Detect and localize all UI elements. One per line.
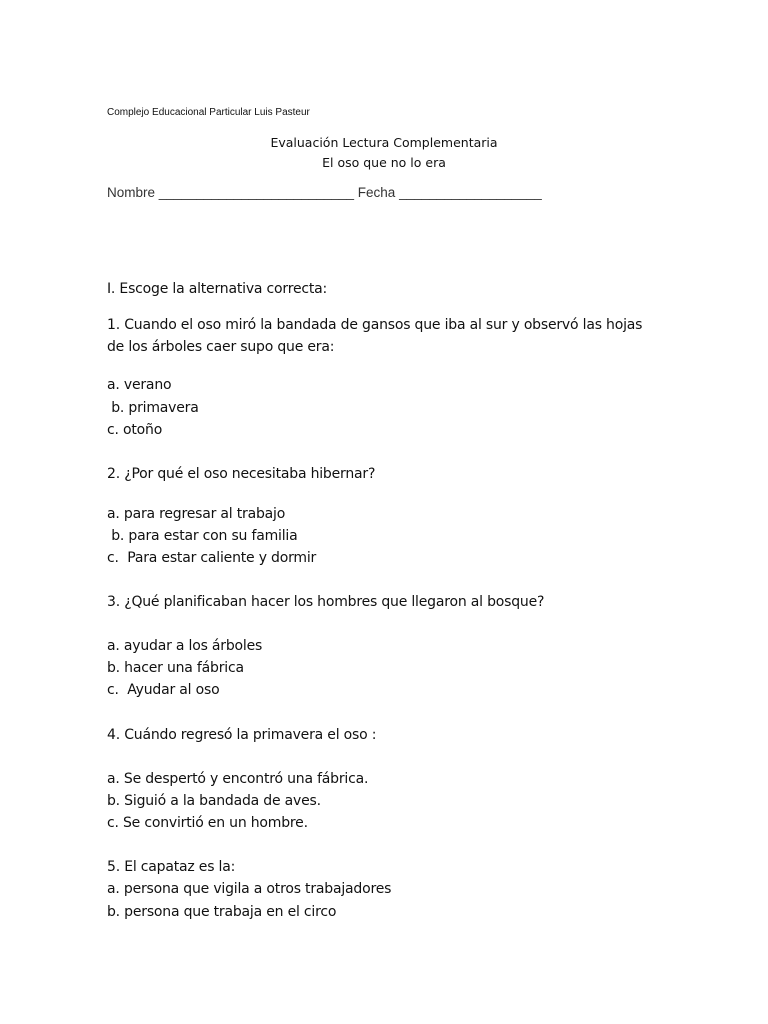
document-subtitle: El oso que no lo era [322, 155, 446, 170]
question-1-option-c: c. otoño [107, 422, 163, 438]
question-2-option-a: a. para regresar al trabajo [107, 506, 286, 522]
question-4-option-b: b. Siguió a la bandada de aves. [107, 793, 321, 809]
question-4-option-c: c. Se convirtió en un hombre. [107, 815, 308, 831]
question-3-text: 3. ¿Qué planificaban hacer los hombres que llegaron al bosque? [107, 594, 545, 610]
name-label: Nombre [107, 185, 156, 200]
section-heading: I. Escoge la alternativa correcta: [107, 281, 328, 297]
question-2-option-b: b. para estar con su familia [107, 528, 298, 544]
question-1-option-b: b. primavera [107, 400, 199, 416]
question-3-option-b: b. hacer una fábrica [107, 660, 244, 676]
question-5-option-a: a. persona que vigila a otros trabajadores [107, 881, 392, 897]
question-1-line-1: 1. Cuando el oso miró la bandada de gansos que iba al sur y observó las hojas [107, 317, 643, 333]
name-blank[interactable]: __________________________ [158, 185, 354, 200]
question-1-line-2: de los árboles caer supo que era: [107, 339, 335, 355]
question-4-option-a: a. Se despertó y encontró una fábrica. [107, 771, 369, 787]
question-3-option-a: a. ayudar a los árboles [107, 638, 263, 654]
question-5-option-b: b. persona que trabaja en el circo [107, 904, 337, 920]
question-2-text: 2. ¿Por qué el oso necesitaba hibernar? [107, 466, 376, 482]
question-1-option-a: a. verano [107, 377, 172, 393]
school-name: Complejo Educacional Particular Luis Pasteur [107, 107, 310, 118]
document-title: Evaluación Lectura Complementaria [270, 135, 498, 150]
question-4-text: 4. Cuándo regresó la primavera el oso : [107, 727, 377, 743]
date-blank[interactable]: ___________________ [399, 185, 542, 200]
date-label: Fecha [357, 185, 396, 200]
question-5-text: 5. El capataz es la: [107, 859, 236, 875]
question-2-option-c: c. Para estar caliente y dormir [107, 550, 317, 566]
student-fields [107, 185, 542, 200]
question-3-option-c: c. Ayudar al oso [107, 682, 220, 698]
